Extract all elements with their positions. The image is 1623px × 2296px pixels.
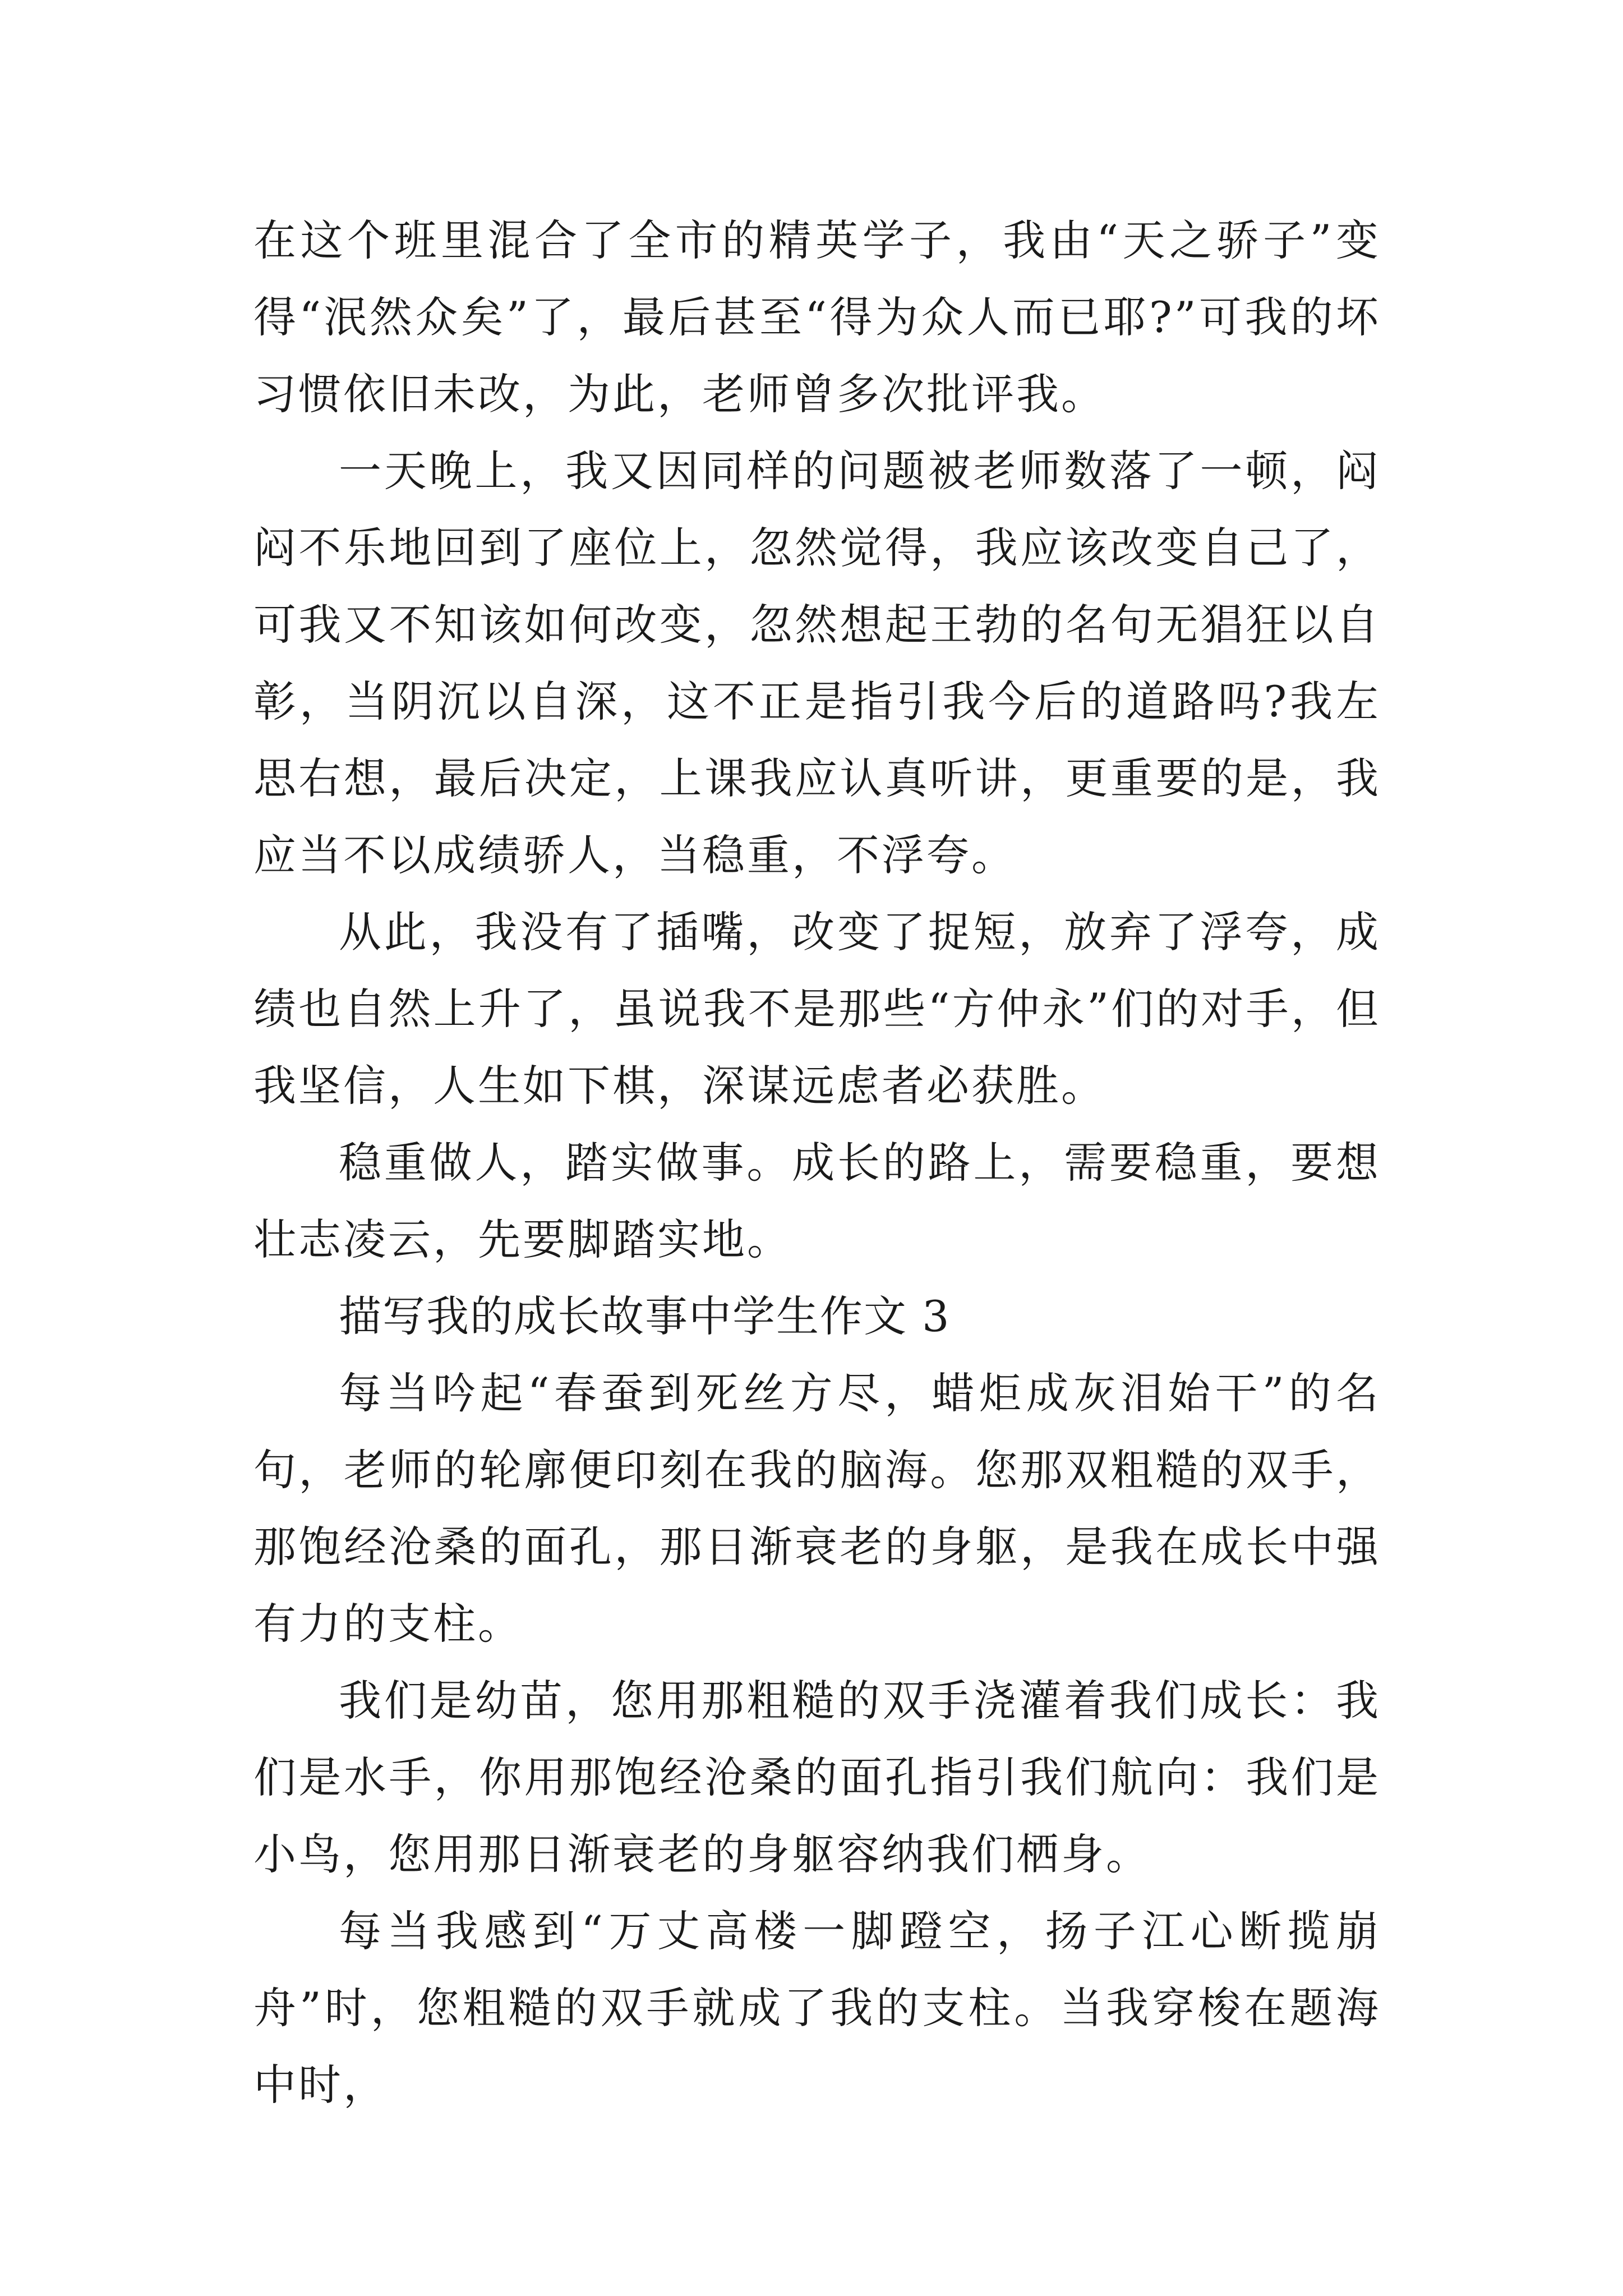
paragraph-4: 稳重做人，踏实做事。成长的路上，需要稳重，要想壮志凌云，先要脚踏实地。 (253, 1138, 1381, 1264)
section-title: 描写我的成长故事中学生作文 3 (339, 1291, 951, 1341)
paragraph-2: 一天晚上，我又因同样的问题被老师数落了一顿，闷闷不乐地回到了座位上，忽然觉得，我应该改变自己了，可我又不知该如何改变，忽然想起王勃的名句无猖狂以自彰，当阴沉以自深，这不正是指引我今后的道路吗?我左思右想，最后决定，上课我应认真听讲，更重要的是，我应当不以成绩骄人，当稳重，不浮夸。 (253, 446, 1381, 880)
document-page (253, 202, 1381, 2123)
paragraph-3: 从此，我没有了插嘴，改变了捉短，放弃了浮夸，成绩也自然上升了，虽说我不是那些“方仲永”们的对手，但我坚信，人生如下棋，深谋远虑者必获胜。 (253, 907, 1381, 1111)
section-paragraph-1: 每当吟起“春蚕到死丝方尽，蜡炬成灰泪始干”的名句，老师的轮廓便印刻在我的脑海。您那双粗糙的双手，那饱经沧桑的面孔，那日渐衰老的身躯，是我在成长中强有力的支柱。 (253, 1368, 1381, 1649)
paragraph-1: 在这个班里混合了全市的精英学子，我由“天之骄子”变得“泯然众矣”了，最后甚至“得为众人而已耶?”可我的坏习惯依旧未改，为此，老师曾多次批评我。 (253, 215, 1381, 419)
section-paragraph-2: 我们是幼苗，您用那粗糙的双手浇灌着我们成长：我们是水手，你用那饱经沧桑的面孔指引我们航向：我们是小鸟，您用那日渐衰老的身躯容纳我们栖身。 (253, 1676, 1381, 1879)
section-paragraph-3: 每当我感到“万丈高楼一脚蹬空，扬子江心断揽崩舟”时，您粗糙的双手就成了我的支柱。当我穿梭在题海中时， (253, 1906, 1381, 2110)
